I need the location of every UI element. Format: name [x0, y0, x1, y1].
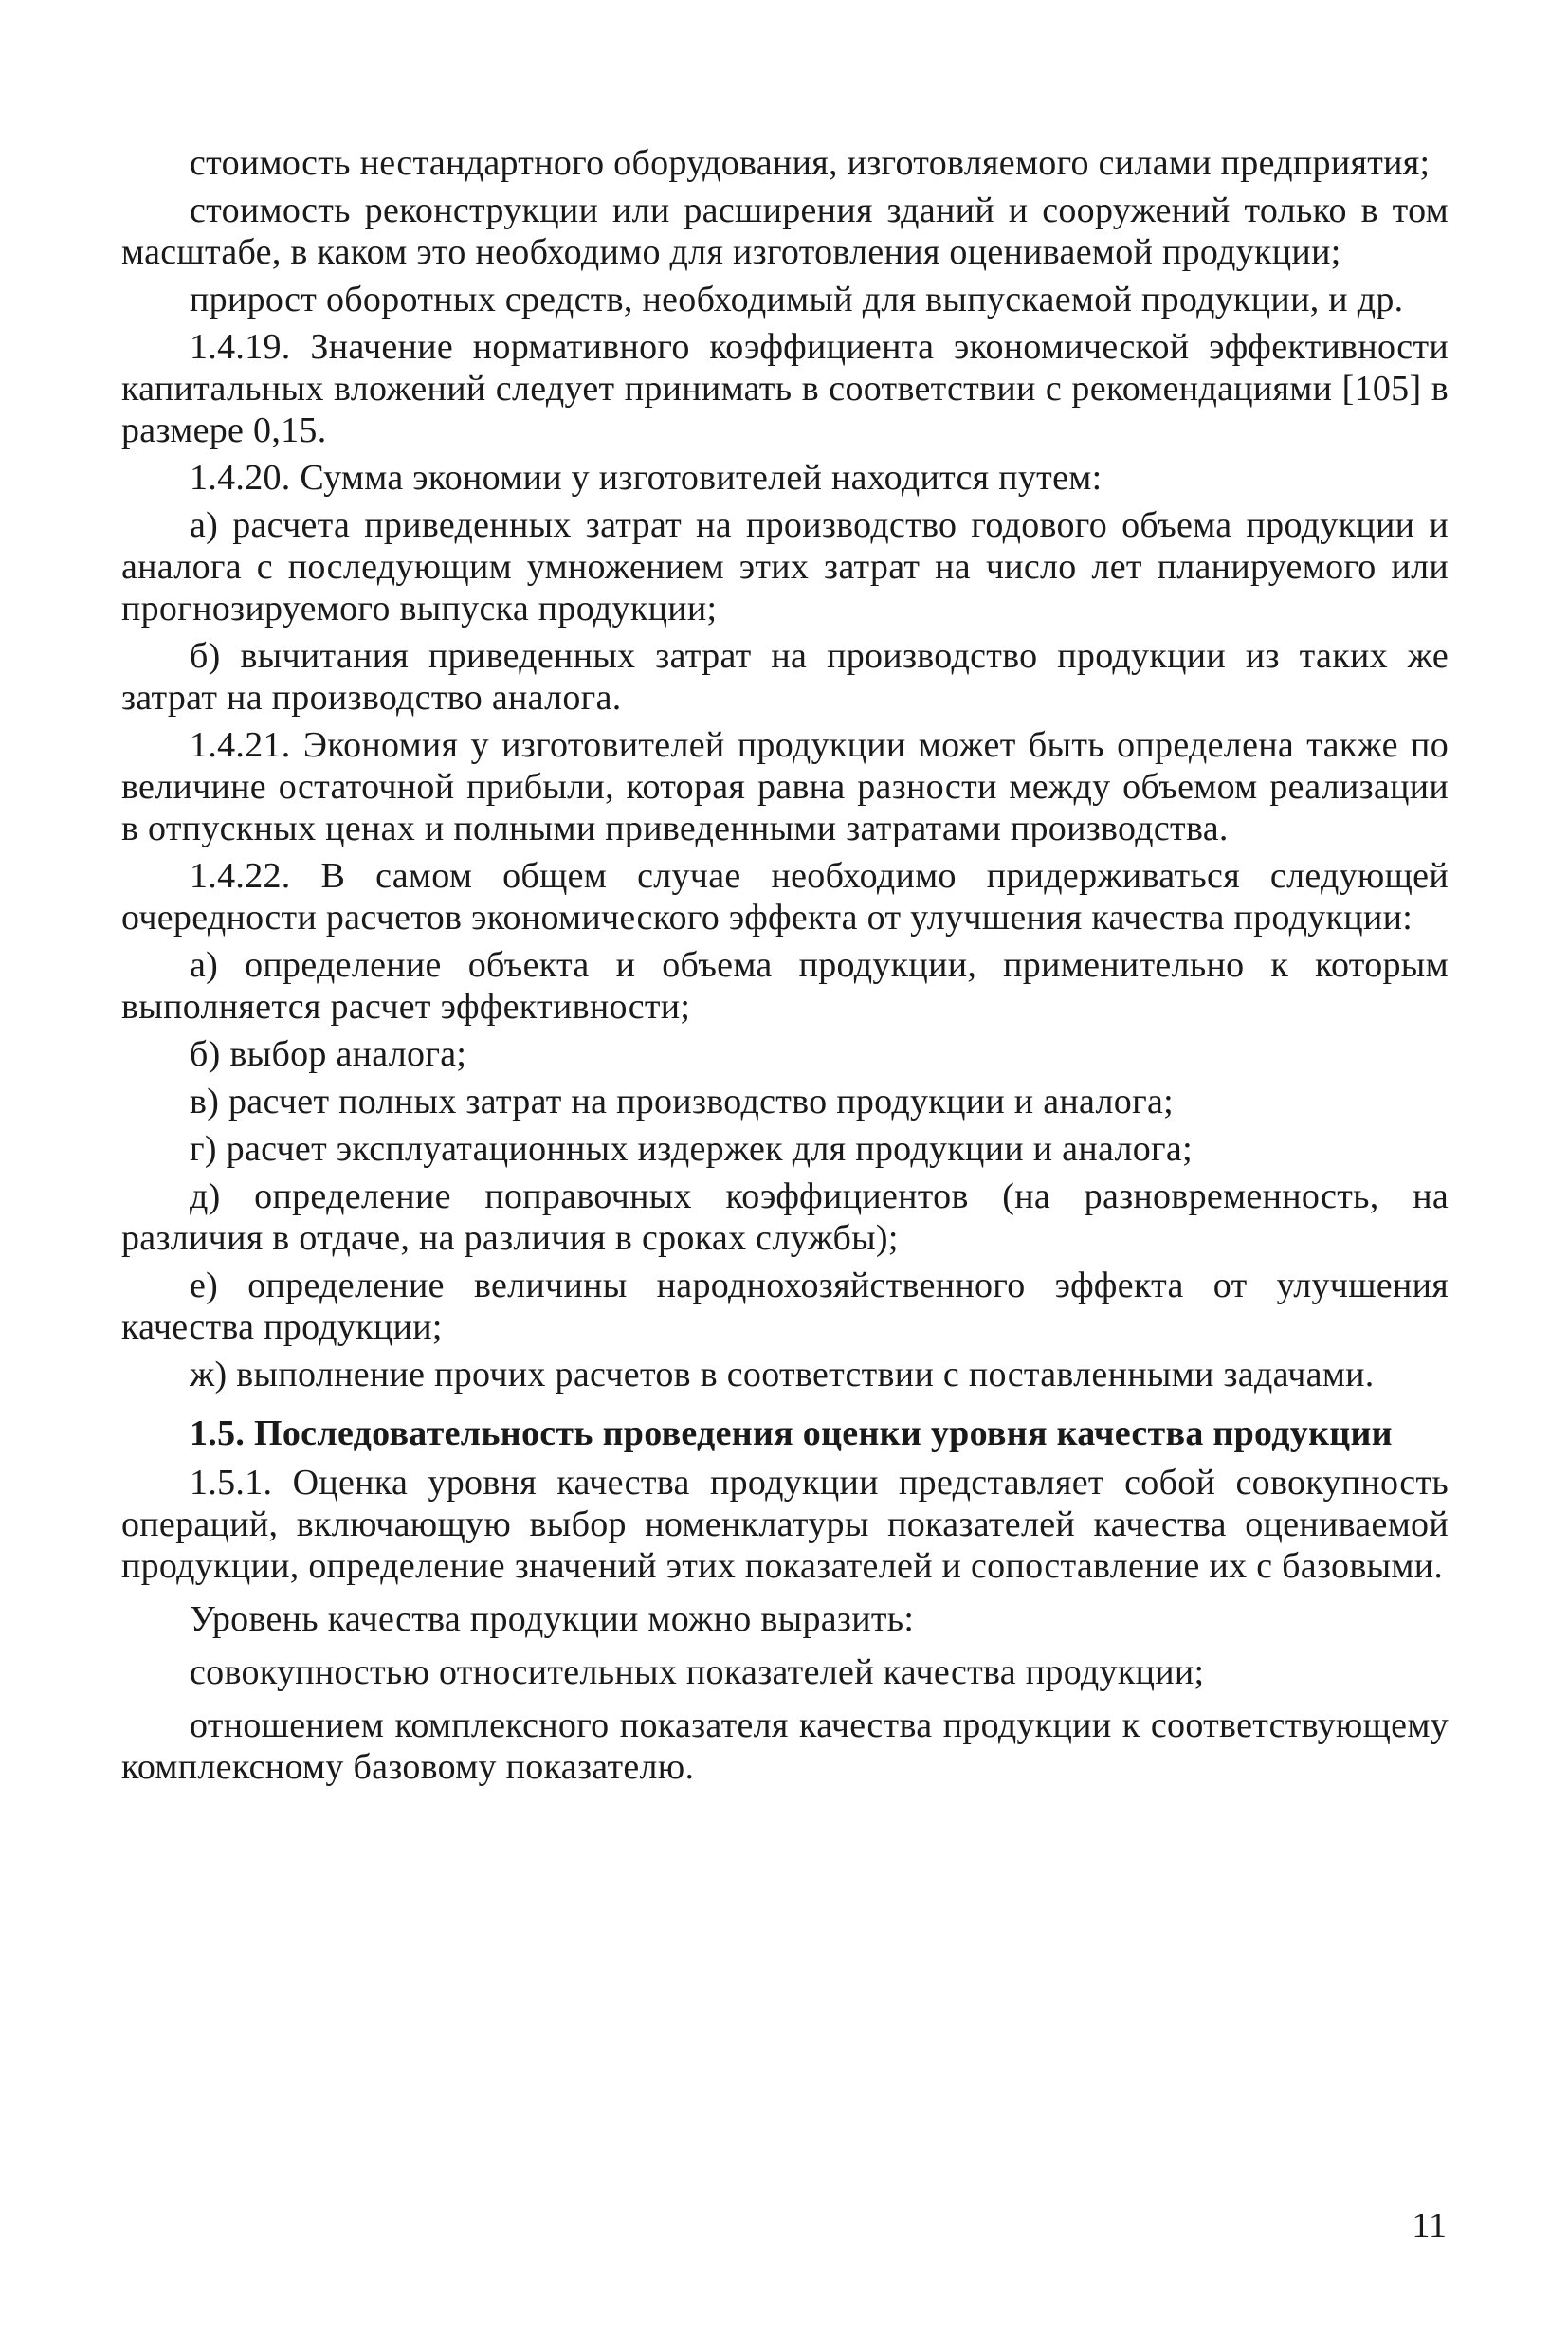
paragraph: совокупностью относительных показателей качества продукции; [190, 1652, 1205, 1692]
page-number: 11 [1412, 2206, 1447, 2246]
paragraph: 1.4.19. Значение нормативного коэффициента экономической эффективности капитальных вложений следует принимать в соответствии с рекомендациями [105] в размере 0,15. [121, 327, 1449, 450]
paragraph: 1.4.21. Экономия у изготовителей продукции может быть определена также по величине остаточной прибыли, которая равна разности между объемом реализации в отпускных ценах и полными приведенными затратами производства. [121, 725, 1449, 848]
list-item: б) выбор аналога; [190, 1034, 467, 1074]
list-item: г) расчет эксплуатационных издержек для продукции и аналога; [190, 1129, 1193, 1169]
list-item: в) расчет полных затрат на производство продукции и аналога; [190, 1082, 1174, 1121]
list-item: а) определение объекта и объема продукции, применительно к которым выполняется расчет эффективности; [121, 945, 1449, 1027]
section-heading: 1.5. Последовательность проведения оценки уровня качества продукции [190, 1413, 1393, 1453]
paragraph: Уровень качества продукции можно выразить: [190, 1599, 915, 1639]
list-item: ж) выполнение прочих расчетов в соответствии с поставленными задачами. [190, 1355, 1375, 1394]
paragraph: 1.4.22. В самом общем случае необходимо придерживаться следующей очередности расчетов экономического эффекта от улучшения качества продукции: [121, 856, 1449, 938]
list-item: б) вычитания приведенных затрат на производство продукции из таких же затрат на производство аналога. [121, 636, 1449, 718]
paragraph: прирост оборотных средств, необходимый для выпускаемой продукции, и др. [190, 280, 1404, 319]
list-item: д) определение поправочных коэффициентов (на разновременность, на различия в отдаче, на различия в сроках службы); [121, 1176, 1449, 1258]
paragraph: стоимость нестандартного оборудования, изготовляемого силами предприятия; [190, 143, 1431, 183]
paragraph: отношением комплексного показателя качества продукции к соответствующему комплексному базовому показателю. [121, 1705, 1449, 1787]
list-item: е) определение величины народнохозяйственного эффекта от улучшения качества продукции; [121, 1266, 1449, 1347]
list-item: а) расчета приведенных затрат на производство годового объема продукции и аналога с последующим умножением этих затрат на число лет планируемого или прогнозируемого выпуска продукции; [121, 505, 1449, 629]
page-body [121, 142, 1449, 1794]
paragraph: 1.5.1. Оценка уровня качества продукции представляет собой совокупность операций, включающую выбор номенклатуры показателей качества оцениваемой продукции, определение значений этих показателей и сопоставление их с базовыми. [121, 1463, 1449, 1586]
paragraph: 1.4.20. Сумма экономии у изготовителей находится путем: [190, 458, 1103, 498]
paragraph: стоимость реконструкции или расширения зданий и сооружений только в том масштабе, в каком это необходимо для изготовления оцениваемой продукции; [121, 191, 1449, 272]
